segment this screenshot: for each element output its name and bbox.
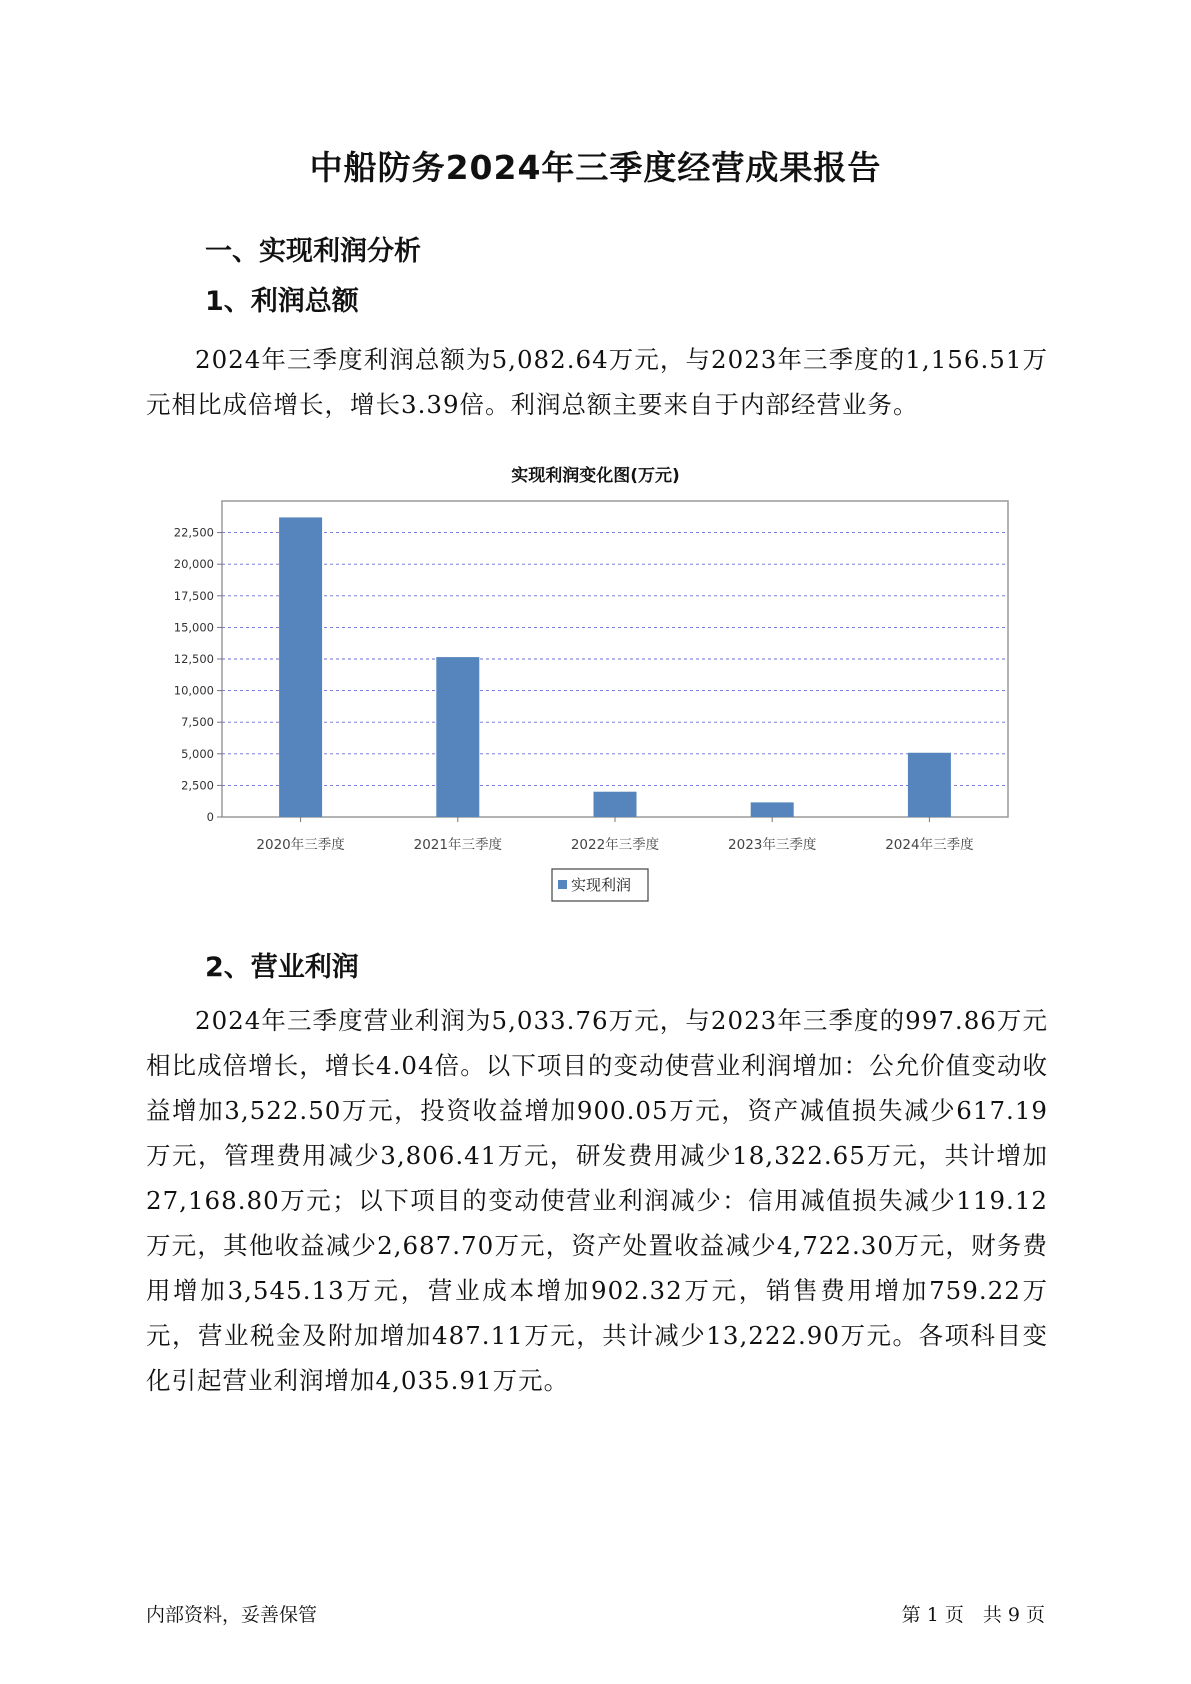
paragraph-operating-profit: 2024年三季度营业利润为5,033.76万元，与2023年三季度的997.86万元相比成倍增长，增长4.04倍。以下项目的变动使营业利润增加：公允价值变动收益增加3,522.50万元，投资收益增加900.05万元，资产减值损失减少617.19万元，管理费用减少3,806.41万元，研发费用减少18,322.65万元，共计增加27,168.80万元；以下项目的变动使营业利润减少：信用减值损失减少119.12万元，其他收益减少2,687.70万元，资产处置收益减少4,722.30万元，财务费用增加3,545.13万元，营业成本增加902.32万元，销售费用增加759.22万元，营业税金及附加增加487.11万元，共计减少13,222.90万元。各项科目变化引起营业利润增加4,035.91万元。: [146, 1006, 1048, 1395]
subsection-heading-profit-total: 1、利润总额: [205, 286, 359, 317]
y-tick-label: 17,500: [173, 588, 214, 603]
bar: [279, 517, 322, 817]
bar: [908, 753, 951, 817]
paragraph-profit-total: 2024年三季度利润总额为5,082.64万元，与2023年三季度的1,156.51万元相比成倍增长，增长3.39倍。利润总额主要来自于内部经营业务。: [146, 345, 1048, 419]
x-tick-label: 2021年三季度: [413, 837, 502, 853]
x-tick-label: 2023年三季度: [728, 837, 817, 853]
x-tick-label: 2024年三季度: [885, 837, 974, 853]
y-tick-label: 22,500: [173, 525, 214, 540]
x-tick-label: 2022年三季度: [570, 837, 660, 853]
legend-label: 实现利润: [571, 876, 632, 894]
y-tick-label: 20,000: [173, 557, 214, 572]
y-tick-label: 5,000: [181, 746, 214, 761]
bar: [436, 657, 479, 817]
subsection-heading-operating-profit: 2、营业利润: [205, 952, 359, 983]
y-tick-label: 0: [206, 810, 214, 824]
section-heading: 一、实现利润分析: [205, 236, 421, 267]
y-tick-label: 7,500: [181, 715, 214, 730]
page-title: 中船防务2024年三季度经营成果报告: [309, 148, 882, 187]
footer-page-number: 第 1 页 共 9 页: [901, 1604, 1045, 1626]
footer-confidential: 内部资料，妥善保管: [146, 1604, 318, 1626]
legend-swatch: [558, 880, 567, 889]
y-tick-label: 10,000: [173, 683, 214, 698]
y-tick-label: 2,500: [181, 778, 214, 793]
chart-title: 实现利润变化图(万元): [511, 466, 680, 486]
bar: [751, 802, 794, 817]
x-tick-label: 2020年三季度: [256, 837, 345, 853]
y-tick-label: 12,500: [173, 652, 214, 666]
bar: [594, 792, 637, 817]
y-tick-label: 15,000: [173, 620, 214, 635]
